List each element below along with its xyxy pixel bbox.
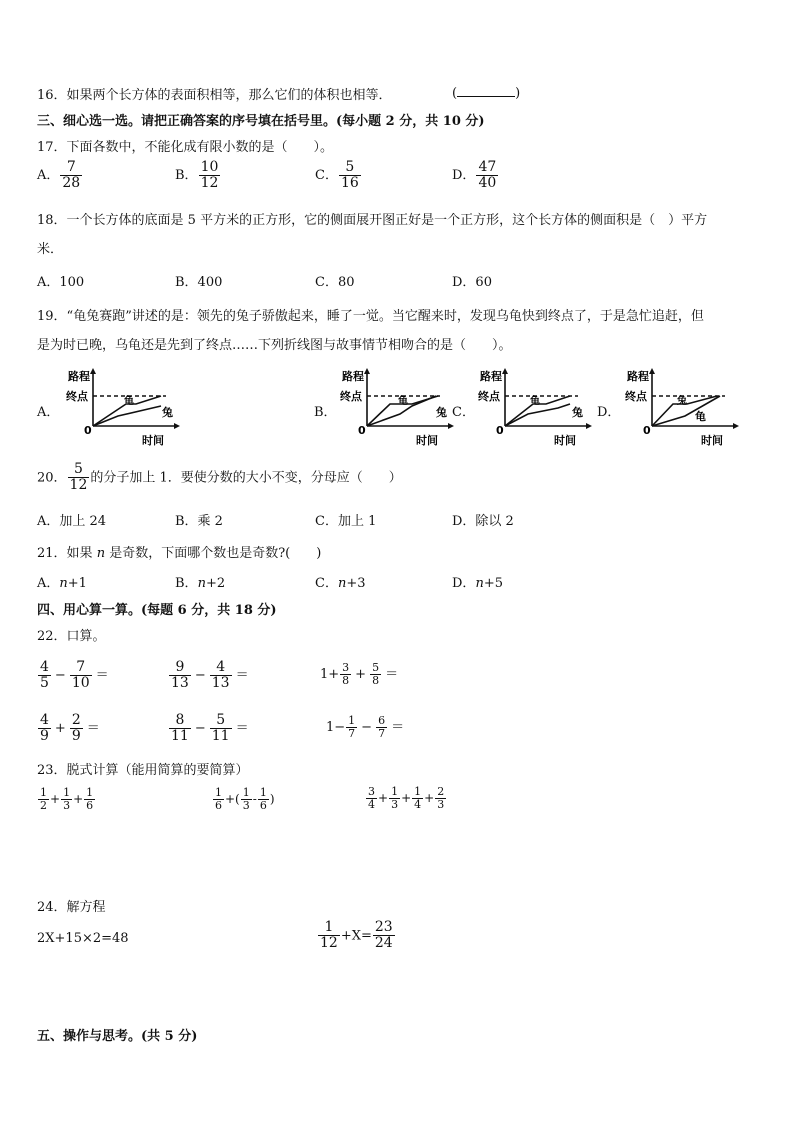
fraction: $\frac{7}{10}$	[71, 659, 90, 692]
fraction: $\frac{4}{9}$	[40, 712, 49, 745]
fraction: $\frac{5}{16}$	[340, 159, 359, 192]
fraction: $\frac{1}{3}$	[63, 786, 71, 813]
expression-e1: $\frac{1}{2}$ + $\frac{1}{3}$ + $\frac{1}{6}$	[40, 786, 94, 813]
series-tag-right: 兔	[436, 406, 447, 419]
expression-e2: $\frac{1}{6}$ +( $\frac{1}{3}$ - $\frac{1}{6}$ )	[215, 786, 275, 813]
expression-e5: $\frac{8}{11}$ − $\frac{5}{11}$ ＝	[171, 712, 249, 745]
option-D[interactable]: D．n+5	[452, 576, 503, 591]
fraction: $\frac{7}{28}$	[62, 159, 81, 192]
fraction: $\frac{5}{12}$	[69, 461, 88, 494]
race-line-chart-A	[66, 366, 181, 446]
fraction: $\frac{47}{40}$	[478, 159, 497, 192]
origin-label: 0	[643, 424, 651, 437]
option-A[interactable]: A． $\frac{7}{28}$	[37, 159, 81, 192]
option-C[interactable]: C．n+3	[315, 576, 366, 591]
question-17-text: 17．下面各数中，不能化成有限小数的是（ ）。	[37, 140, 334, 155]
section-3-title: 三、细心选一选。请把正确答案的序号填在括号里。(每小题 2 分，共 10 分)	[37, 114, 485, 129]
x-axis-label: 时间	[142, 434, 164, 446]
answer-blank-16[interactable]: ( )	[452, 86, 521, 101]
series-tag-top: 龟	[398, 396, 408, 407]
option-A-label[interactable]: A．	[37, 405, 60, 420]
option-B-label[interactable]: B．	[314, 405, 337, 420]
option-D[interactable]: D． $\frac{47}{40}$	[452, 159, 497, 192]
fraction: $\frac{2}{3}$	[437, 785, 445, 812]
question-24-title: 24．解方程	[37, 900, 106, 915]
fraction: $\frac{1}{7}$	[348, 714, 356, 741]
fraction: $\frac{4}{13}$	[211, 659, 230, 692]
series-tag-right: 兔	[162, 406, 173, 419]
fraction: $\frac{1}{3}$	[391, 785, 399, 812]
origin-label: 0	[496, 424, 504, 437]
y-axis-label: 路程	[342, 370, 364, 383]
fraction: $\frac{1}{2}$	[40, 786, 47, 813]
x-axis-label: 时间	[701, 434, 723, 446]
expression-e3: $\frac{3}{4}$ + $\frac{1}{3}$ + $\frac{1}{4}$ + $\frac{2}{3}$	[368, 785, 445, 812]
fraction: $\frac{3}{8}$	[342, 661, 350, 688]
option-C[interactable]: C．80	[315, 275, 355, 290]
option-D-label[interactable]: D．	[597, 405, 621, 420]
expression-e3: 1+ $\frac{3}{8}$ + $\frac{5}{8}$ ＝	[320, 661, 399, 688]
fraction: $\frac{5}{8}$	[372, 661, 380, 688]
option-A[interactable]: A．n+1	[37, 576, 87, 591]
question-18-line2: 米．	[37, 242, 64, 257]
fraction: $\frac{1}{3}$	[242, 786, 250, 813]
finish-label: 终点	[625, 390, 647, 403]
option-B[interactable]: B．400	[175, 275, 223, 290]
finish-label: 终点	[340, 390, 362, 403]
expression-e6: 1− $\frac{1}{7}$ − $\frac{6}{7}$ ＝	[326, 714, 405, 741]
section-4-title: 四、用心算一算。(每题 6 分，共 18 分)	[37, 603, 277, 618]
finish-label: 终点	[66, 390, 88, 403]
y-axis-label: 路程	[68, 370, 90, 383]
option-C-label[interactable]: C．	[452, 405, 475, 420]
series-tag-top: 龟	[124, 396, 134, 407]
option-D[interactable]: D．60	[452, 275, 492, 290]
fraction: $\frac{2}{9}$	[71, 712, 81, 745]
question-20: 20． $\frac{5}{12}$ 的分子加上 1．要使分数的大小不变，分母应（ ）	[37, 461, 402, 494]
fraction: $\frac{23}{24}$	[374, 919, 393, 952]
option-D[interactable]: D．除以 2	[452, 514, 514, 529]
question-18-line1: 18．一个长方体的底面是 5 平方米的正方形，它的侧面展开图正好是一个正方形，这个长方体的侧面积是（ ）平方	[37, 213, 708, 228]
origin-label: 0	[358, 424, 366, 437]
race-line-chart-C	[478, 366, 593, 446]
equation-2: $\frac{1}{12}$ +X= $\frac{23}{24}$	[320, 919, 393, 952]
fraction: $\frac{5}{11}$	[211, 712, 230, 745]
question-22-title: 22．口算。	[37, 629, 106, 644]
series-tag-top: 兔	[677, 396, 687, 407]
fraction: $\frac{1}{6}$	[259, 786, 267, 813]
fraction: $\frac{9}{13}$	[171, 659, 189, 692]
equation-1: 2X+15×2=48	[37, 931, 129, 946]
series-tag-right: 兔	[572, 406, 583, 419]
question-21-text: 21．如果 n 是奇数，下面哪个数也是奇数?( )	[37, 546, 322, 561]
origin-label: 0	[84, 424, 92, 437]
race-line-chart-D	[625, 366, 740, 446]
expression-e2: $\frac{9}{13}$ − $\frac{4}{13}$ ＝	[171, 659, 249, 692]
fraction: $\frac{3}{4}$	[368, 785, 375, 812]
fraction: $\frac{1}{6}$	[86, 786, 94, 813]
x-axis-label: 时间	[554, 434, 576, 446]
fraction: $\frac{1}{12}$	[320, 919, 338, 952]
fraction: $\frac{8}{11}$	[171, 712, 189, 745]
finish-label: 终点	[478, 390, 500, 403]
question-23-title: 23．脱式计算（能用简算的要简算）	[37, 763, 249, 778]
option-C[interactable]: C．加上 1	[315, 514, 377, 529]
question-19-line2: 是为时已晚，乌龟还是先到了终点……下列折线图与故事情节相吻合的是（ ）。	[37, 338, 512, 353]
fraction: $\frac{4}{5}$	[40, 659, 49, 692]
x-axis-label: 时间	[416, 434, 438, 446]
option-B[interactable]: B．n+2	[175, 576, 226, 591]
fraction: $\frac{6}{7}$	[378, 714, 386, 741]
fraction: $\frac{1}{4}$	[414, 785, 422, 812]
option-A[interactable]: A．加上 24	[37, 514, 107, 529]
fraction: $\frac{10}{12}$	[200, 159, 219, 192]
expression-e4: $\frac{4}{9}$ + $\frac{2}{9}$ ＝	[40, 712, 100, 745]
option-B[interactable]: B． $\frac{10}{12}$	[175, 159, 219, 192]
expression-e1: $\frac{4}{5}$ − $\frac{7}{10}$ ＝	[40, 659, 109, 692]
question-19-line1: 19．“龟兔赛跑”讲述的是：领先的兔子骄傲起来，睡了一觉。当它醒来时，发现乌龟快到终点了，于是急忙追赶，但	[37, 309, 704, 324]
race-line-chart-B	[340, 366, 455, 446]
y-axis-label: 路程	[627, 370, 649, 383]
series-tag-top: 龟	[530, 396, 540, 407]
fraction: $\frac{1}{6}$	[215, 786, 222, 813]
option-C[interactable]: C． $\frac{5}{16}$	[315, 159, 359, 192]
option-B[interactable]: B．乘 2	[175, 514, 223, 529]
y-axis-label: 路程	[480, 370, 502, 383]
question-16	[37, 84, 392, 103]
option-A[interactable]: A．100	[37, 275, 85, 290]
question-16-text: 16．如果两个长方体的表面积相等，那么它们的体积也相等．	[37, 88, 392, 103]
series-tag-right: 龟	[695, 410, 706, 423]
section-5-title: 五、操作与思考。(共 5 分)	[37, 1029, 198, 1044]
